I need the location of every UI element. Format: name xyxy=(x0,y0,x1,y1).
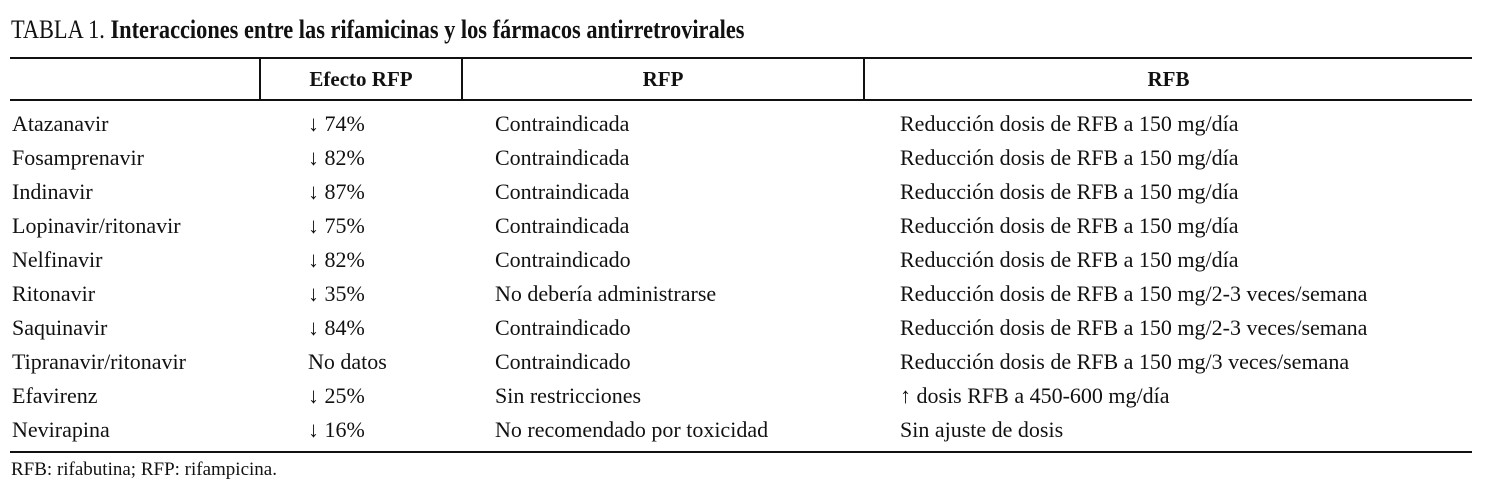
cell-rfb: Reducción dosis de RFB a 150 mg/día xyxy=(900,247,1239,272)
caption-label: TABLA 1. xyxy=(11,15,105,44)
cell-rfp: Contraindicada xyxy=(495,213,630,238)
cell-rfp: Contraindicada xyxy=(495,179,630,204)
cell-rfb: Reducción dosis de RFB a 150 mg/día xyxy=(900,213,1239,238)
cell-efecto-rfp: ↓ 35% xyxy=(308,281,365,306)
cell-rfb: Reducción dosis de RFB a 150 mg/2-3 veces/semana xyxy=(900,315,1368,340)
table-row xyxy=(10,243,1472,277)
cell-efecto-rfp: No datos xyxy=(308,349,387,374)
cell-efecto-rfp: ↓ 82% xyxy=(308,145,365,170)
cell-drug: Efavirenz xyxy=(12,383,98,408)
table-row xyxy=(10,345,1472,379)
cell-rfp: No debería administrarse xyxy=(495,281,717,306)
cell-rfp: No recomendado por toxicidad xyxy=(462,413,864,452)
cell-rfp: Contraindicado xyxy=(495,349,631,374)
cell-rfp: Contraindicada xyxy=(495,111,630,136)
table-row xyxy=(10,141,1472,175)
cell-rfb: Reducción dosis de RFB a 150 mg/2-3 veces/semana xyxy=(900,281,1368,306)
table-row xyxy=(10,100,1472,141)
table-row xyxy=(10,209,1472,243)
cell-efecto-rfp: ↓ 75% xyxy=(308,213,365,238)
cell-drug: Ritonavir xyxy=(12,281,96,306)
table-row xyxy=(10,379,1472,413)
cell-drug: Nevirapina xyxy=(10,413,260,452)
cell-drug: Saquinavir xyxy=(12,315,108,340)
cell-rfb: Reducción dosis de RFB a 150 mg/día xyxy=(900,111,1239,136)
cell-efecto-rfp: ↓ 87% xyxy=(308,179,365,204)
cell-drug: Atazanavir xyxy=(12,111,109,136)
cell-rfb: Reducción dosis de RFB a 150 mg/día xyxy=(900,179,1239,204)
header-efecto-rfp: Efecto RFP xyxy=(260,58,462,100)
table-row xyxy=(10,175,1472,209)
cell-rfp: Contraindicada xyxy=(495,145,630,170)
cell-efecto-rfp: ↓ 16% xyxy=(260,413,462,452)
table-row xyxy=(10,413,1472,452)
cell-drug: Indinavir xyxy=(12,179,93,204)
cell-rfb: Reducción dosis de RFB a 150 mg/día xyxy=(900,145,1239,170)
caption-title: Interacciones entre las rifamicinas y los fármacos antirretrovirales xyxy=(110,15,745,44)
cell-drug: Tipranavir/ritonavir xyxy=(12,349,186,374)
interactions-table xyxy=(10,57,1472,453)
header-rfp: RFP xyxy=(462,58,864,100)
cell-drug: Nelfinavir xyxy=(12,247,103,272)
cell-rfp: Sin restricciones xyxy=(495,383,642,408)
cell-rfp: Contraindicado xyxy=(495,315,631,340)
cell-rfb: Reducción dosis de RFB a 150 mg/3 veces/semana xyxy=(900,349,1350,374)
cell-rfp: Contraindicado xyxy=(495,247,631,272)
cell-drug: Lopinavir/ritonavir xyxy=(12,213,181,238)
cell-efecto-rfp: ↓ 84% xyxy=(308,315,365,340)
cell-efecto-rfp: ↓ 74% xyxy=(308,111,365,136)
cell-rfb: ↑ dosis RFB a 450-600 mg/día xyxy=(900,383,1170,408)
table-footnote: RFB: rifabutina; RFP: rifampicina. xyxy=(11,459,277,480)
table-row xyxy=(10,311,1472,345)
header-rfb: RFB xyxy=(864,58,1472,100)
table-header-row xyxy=(10,58,1472,100)
header-drug xyxy=(10,58,260,100)
table-caption xyxy=(11,14,744,46)
cell-drug: Fosamprenavir xyxy=(12,145,144,170)
cell-efecto-rfp: ↓ 25% xyxy=(308,383,365,408)
table-row xyxy=(10,277,1472,311)
cell-efecto-rfp: ↓ 82% xyxy=(308,247,365,272)
cell-rfb: Sin ajuste de dosis xyxy=(864,413,1472,452)
